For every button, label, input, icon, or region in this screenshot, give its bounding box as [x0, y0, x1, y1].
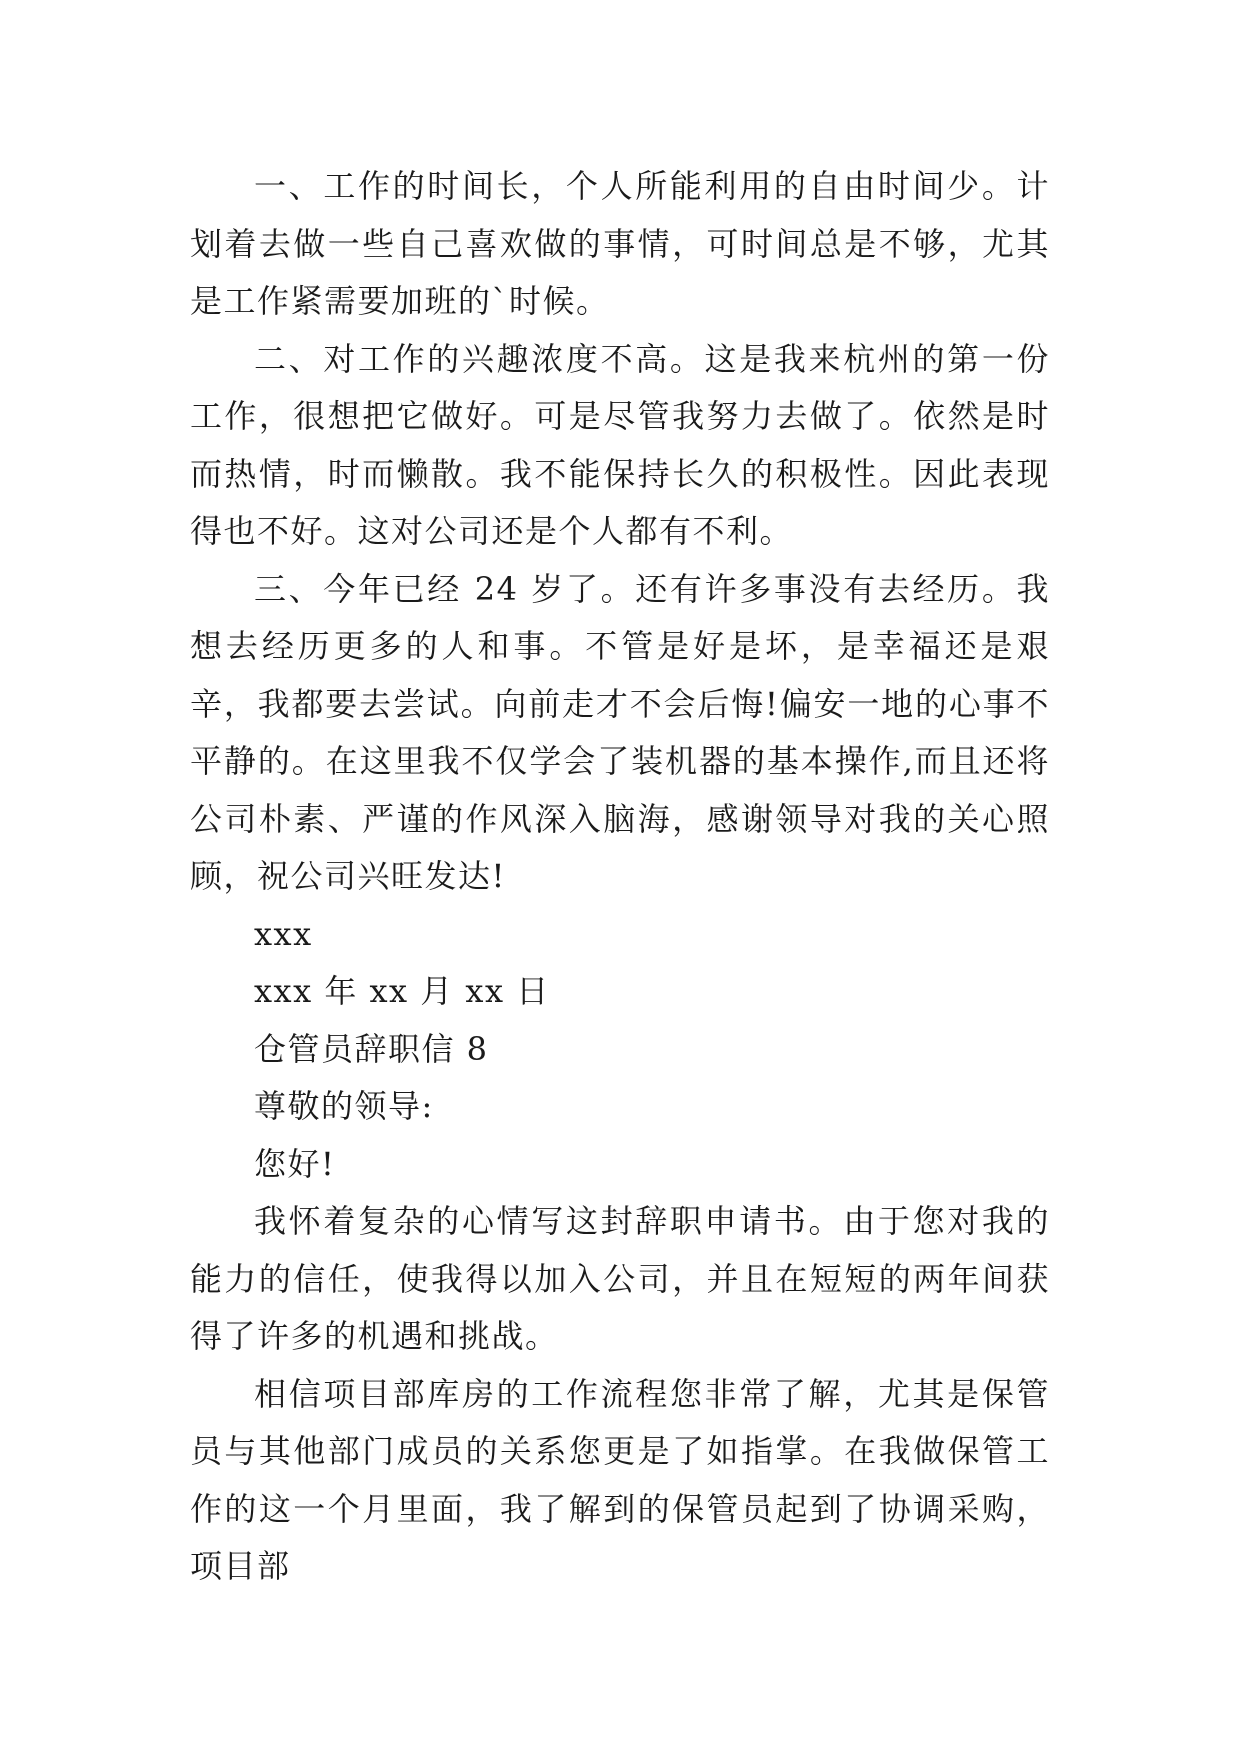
date-line: xxx 年 xx 月 xx 日 — [254, 972, 550, 1010]
body-paragraph-2: 相信项目部库房的工作流程您非常了解，尤其是保管员与其他部门成员的关系您更是了如指掌。在我做保管工作的这一个月里面，我了解到的保管员起到了协调采购，项目部 — [190, 1374, 1050, 1585]
body-paragraph-1: 我怀着复杂的心情写这封辞职申请书。由于您对我的能力的信任，使我得以加入公司，并且在短短的两年间获得了许多的机遇和挑战。 — [190, 1202, 1050, 1355]
greeting: 您好! — [254, 1144, 336, 1183]
signature: xxx — [254, 914, 313, 953]
paragraph-2: 二、对工作的兴趣浓度不高。这是我来杭州的第一份工作，很想把它做好。可是尽管我努力去做了。依然是时而热情，时而懒散。我不能保持长久的积极性。因此表现得也不好。这对公司还是个人都有不利。 — [190, 339, 1050, 550]
document-body — [190, 158, 1050, 1596]
section-title: 仓管员辞职信 8 — [254, 1029, 489, 1068]
salutation: 尊敬的领导: — [254, 1087, 434, 1125]
paragraph-1: 一、工作的时间长，个人所能利用的自由时间少。计划着去做一些自己喜欢做的事情，可时间总是不够，尤其是工作紧需要加班的`时候。 — [190, 167, 1050, 320]
paragraph-3: 三、今年已经 24 岁了。还有许多事没有去经历。我想去经历更多的人和事。不管是好是坏，是幸福还是艰辛，我都要去尝试。向前走才不会后悔!偏安一地的心事不平静的。在这里我不仅学会了装机器的基本操作,而且还将公司朴素、严谨的作风深入脑海，感谢领导对我的关心照顾，祝公司兴旺发达! — [190, 569, 1050, 895]
